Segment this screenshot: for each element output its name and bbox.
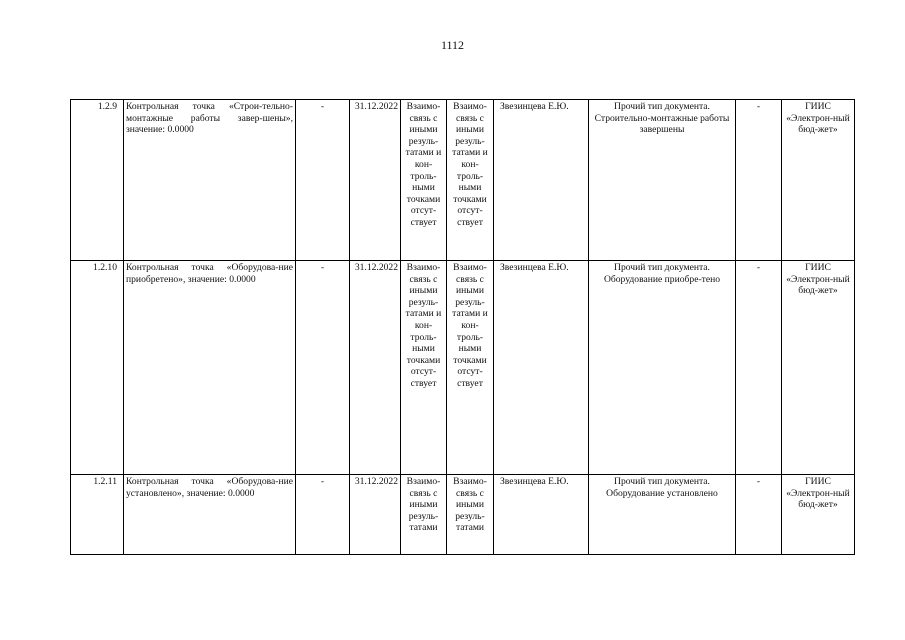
information-system: ГИИС «Электрон-ный бюд-жет» bbox=[782, 261, 855, 475]
information-system: ГИИС «Электрон-ный бюд-жет» bbox=[782, 100, 855, 261]
control-point-name: Контрольная точка «Строи-тельно-монтажные работы завер-шены», значение: 0.0000 bbox=[124, 100, 296, 261]
control-point-name: Контрольная точка «Оборудова-ние приобретено», значение: 0.0000 bbox=[124, 261, 296, 475]
document-type: Прочий тип документа. Строительно-монтажные работы завершены bbox=[589, 100, 736, 261]
dependency-cell: Взаимо-связь с иными резуль-татами и кон-троль-ными точками отсут-ствует bbox=[447, 100, 494, 261]
information-system: ГИИС «Электрон-ный бюд-жет» bbox=[782, 475, 855, 555]
document-type: Прочий тип документа. Оборудование установлено bbox=[589, 475, 736, 555]
dependency-cell: Взаимо-связь с иными резуль-татами bbox=[447, 475, 494, 555]
responsible-person: Звезинцева Е.Ю. bbox=[494, 100, 589, 261]
deadline-date: 31.12.2022 bbox=[350, 475, 401, 555]
control-points-table bbox=[70, 99, 855, 555]
dependency-cell: Взаимо-связь с иными резуль-татами и кон-троль-ными точками отсут-ствует bbox=[447, 261, 494, 475]
row-number: 1.2.11 bbox=[71, 475, 124, 555]
dash-cell: - bbox=[296, 475, 350, 555]
row-number: 1.2.9 bbox=[71, 100, 124, 261]
deadline-date: 31.12.2022 bbox=[350, 100, 401, 261]
row-number: 1.2.10 bbox=[71, 261, 124, 475]
table-row bbox=[71, 261, 855, 475]
dash-cell: - bbox=[736, 475, 782, 555]
deadline-date: 31.12.2022 bbox=[350, 261, 401, 475]
table-row bbox=[71, 475, 855, 555]
table-row bbox=[71, 100, 855, 261]
dependency-cell: Взаимо-связь с иными резуль-татами и кон-троль-ными точками отсут-ствует bbox=[401, 261, 447, 475]
responsible-person: Звезинцева Е.Ю. bbox=[494, 475, 589, 555]
dependency-cell: Взаимо-связь с иными резуль-татами и кон-троль-ными точками отсут-ствует bbox=[401, 100, 447, 261]
responsible-person: Звезинцева Е.Ю. bbox=[494, 261, 589, 475]
dependency-cell: Взаимо-связь с иными резуль-татами bbox=[401, 475, 447, 555]
dash-cell: - bbox=[296, 261, 350, 475]
document-type: Прочий тип документа. Оборудование приобре-тено bbox=[589, 261, 736, 475]
dash-cell: - bbox=[736, 100, 782, 261]
control-point-name: Контрольная точка «Оборудова-ние установлено», значение: 0.0000 bbox=[124, 475, 296, 555]
dash-cell: - bbox=[296, 100, 350, 261]
page-number: 1112 bbox=[440, 38, 465, 52]
dash-cell: - bbox=[736, 261, 782, 475]
